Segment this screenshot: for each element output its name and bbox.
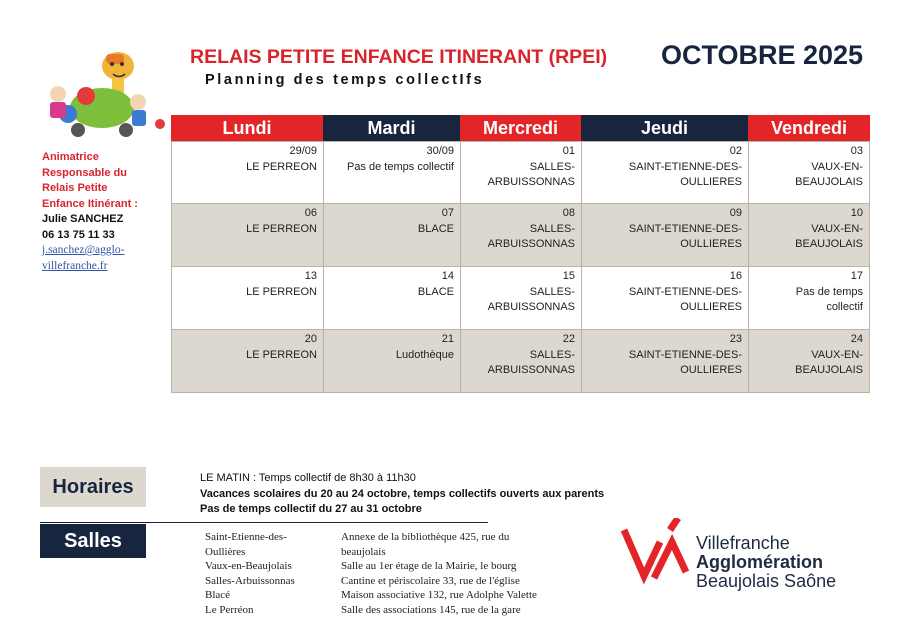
salle-town: Oullières xyxy=(205,545,246,558)
salle-town: Le Perréon xyxy=(205,603,254,616)
calendar-week-row xyxy=(171,204,870,267)
horaires-line-2: Vacances scolaires du 20 au 24 octobre, temps collectifs ouverts aux parents xyxy=(200,487,605,500)
day-location: BEAUJOLAIS xyxy=(795,238,863,250)
day-location: ARBUISSONNAS xyxy=(487,301,575,313)
contact-role: Animatrice Responsable du Relais Petite Enfance Itinérant : xyxy=(42,151,138,210)
day-location: OULLIERES xyxy=(680,238,742,250)
calendar-day-cell xyxy=(748,267,870,329)
day-header-friday: Vendredi xyxy=(748,115,870,141)
day-number: 20 xyxy=(304,333,317,345)
calendar-week-row xyxy=(171,141,870,204)
day-header-tuesday: Mardi xyxy=(323,115,460,141)
calendar-day-cell xyxy=(171,330,323,392)
day-location: SAINT-ETIENNE-DES- xyxy=(628,348,742,361)
day-number: 14 xyxy=(441,270,454,282)
calendar-day-cell xyxy=(323,204,460,266)
kids-giraffe-illustration xyxy=(38,44,170,140)
day-location: VAUX-EN- xyxy=(811,222,863,235)
day-location: LE PERREON xyxy=(246,222,317,235)
day-number: 21 xyxy=(441,333,454,345)
salle-row xyxy=(205,603,561,618)
calendar-day-cell xyxy=(323,330,460,392)
calendar-day-cell xyxy=(171,142,323,203)
day-location: OULLIERES xyxy=(680,176,742,188)
calendar-table xyxy=(171,115,870,393)
calendar-weeks xyxy=(171,141,870,393)
calendar-day-cell xyxy=(460,204,581,266)
day-number: 22 xyxy=(562,333,575,345)
day-location: BEAUJOLAIS xyxy=(795,176,863,188)
day-number: 06 xyxy=(304,207,317,219)
salle-address: Salle des associations 145, rue de la gare xyxy=(341,603,521,616)
salle-row xyxy=(205,545,561,560)
salle-address: Cantine et périscolaire 33, rue de l'église xyxy=(341,574,520,587)
villefranche-agglomeration-logo xyxy=(620,518,880,598)
day-number: 10 xyxy=(850,207,863,219)
day-location: BEAUJOLAIS xyxy=(795,364,863,376)
day-location: collectif xyxy=(826,301,863,313)
salle-town: Salles-Arbuissonnas xyxy=(205,574,295,587)
contact-name: Julie SANCHEZ xyxy=(42,213,124,225)
calendar-day-cell xyxy=(748,330,870,392)
day-location: BLACE xyxy=(417,285,454,298)
salles-list xyxy=(205,530,561,617)
day-location: SALLES- xyxy=(529,222,575,235)
salle-address: Salle au 1er étage de la Mairie, le bourg xyxy=(341,560,517,572)
day-location: LE PERREON xyxy=(246,348,317,361)
day-number: 16 xyxy=(729,270,742,282)
day-location: SAINT-ETIENNE-DES- xyxy=(628,160,742,173)
contact-sidebar xyxy=(42,150,154,274)
day-location: SAINT-ETIENNE-DES- xyxy=(628,285,742,298)
day-location: SAINT-ETIENNE-DES- xyxy=(628,222,742,235)
page-title: RELAIS PETITE ENFANCE ITINERANT (RPEI) xyxy=(190,46,608,68)
horaires-line-3: Pas de temps collectif du 27 au 31 octobre xyxy=(200,503,422,515)
day-number: 23 xyxy=(729,333,742,345)
day-location: SALLES- xyxy=(529,160,575,173)
horaires-line-1: LE MATIN : Temps collectif de 8h30 à 11h30 xyxy=(200,472,416,484)
contact-phone: 06 13 75 11 33 xyxy=(42,228,115,241)
day-number: 02 xyxy=(729,145,742,157)
calendar-day-cell xyxy=(581,204,748,266)
brand-mark-icon xyxy=(620,518,700,598)
day-location: LE PERREON xyxy=(246,160,317,173)
salle-address: Maison associative 132, rue Adolphe Valette xyxy=(341,589,537,601)
day-location: Ludothèque xyxy=(395,348,454,361)
calendar-day-cell xyxy=(581,267,748,329)
day-number: 03 xyxy=(850,145,863,157)
horaires-label: Horaires xyxy=(40,467,146,507)
day-location: VAUX-EN- xyxy=(811,160,863,173)
calendar-day-cell xyxy=(460,330,581,392)
day-number: 09 xyxy=(729,207,742,219)
calendar-day-cell xyxy=(581,330,748,392)
contact-email-link[interactable]: j.sanchez@agglo- villefranche.fr xyxy=(42,244,125,272)
day-number: 01 xyxy=(562,145,575,157)
calendar-header-row xyxy=(171,115,870,141)
day-location: ARBUISSONNAS xyxy=(487,238,575,250)
salle-address: beaujolais xyxy=(341,545,386,558)
salles-label: Salles xyxy=(40,524,146,558)
salle-row xyxy=(205,559,561,574)
day-location: VAUX-EN- xyxy=(811,348,863,361)
day-number: 29/09 xyxy=(289,145,317,157)
day-number: 07 xyxy=(441,207,454,219)
day-header-monday: Lundi xyxy=(171,115,323,141)
calendar-day-cell xyxy=(323,142,460,203)
salle-address: Annexe de la bibliothèque 425, rue du xyxy=(341,531,510,543)
day-location: ARBUISSONNAS xyxy=(487,364,575,376)
calendar-day-cell xyxy=(323,267,460,329)
day-location: ARBUISSONNAS xyxy=(487,176,575,188)
brand-wordmark: Villefranche Agglomération Beaujolais Saône xyxy=(696,533,837,591)
day-number: 13 xyxy=(304,270,317,282)
page-subtitle: Planning des temps collectIfs xyxy=(205,72,485,88)
day-location: SALLES- xyxy=(529,348,575,361)
calendar-day-cell xyxy=(171,204,323,266)
month-title: OCTOBRE 2025 xyxy=(661,40,864,70)
day-number: 08 xyxy=(562,207,575,219)
salle-row xyxy=(205,530,561,545)
day-header-thursday: Jeudi xyxy=(581,115,748,141)
salle-row xyxy=(205,588,561,603)
day-location: OULLIERES xyxy=(680,301,742,313)
day-number: 24 xyxy=(850,333,863,345)
day-number: 17 xyxy=(850,270,863,282)
day-location: LE PERREON xyxy=(246,285,317,298)
day-location: Pas de temps xyxy=(795,285,863,298)
salle-town: Saint-Etienne-des- xyxy=(205,531,287,543)
salle-row xyxy=(205,574,561,589)
calendar-week-row xyxy=(171,330,870,393)
day-number: 15 xyxy=(562,270,575,282)
day-location: Pas de temps collectif xyxy=(347,160,454,173)
calendar-day-cell xyxy=(460,267,581,329)
day-location: OULLIERES xyxy=(680,364,742,376)
section-divider xyxy=(40,522,488,523)
day-number: 30/09 xyxy=(426,145,454,157)
day-location: BLACE xyxy=(417,222,454,235)
calendar-day-cell xyxy=(171,267,323,329)
calendar-day-cell xyxy=(581,142,748,203)
salle-town: Vaux-en-Beaujolais xyxy=(205,560,292,572)
horaires-info xyxy=(200,471,604,518)
day-location: SALLES- xyxy=(529,285,575,298)
calendar-day-cell xyxy=(460,142,581,203)
salle-town: Blacé xyxy=(205,589,231,601)
day-header-wednesday: Mercredi xyxy=(460,115,581,141)
calendar-week-row xyxy=(171,267,870,330)
calendar-day-cell xyxy=(748,204,870,266)
calendar-day-cell xyxy=(748,142,870,203)
